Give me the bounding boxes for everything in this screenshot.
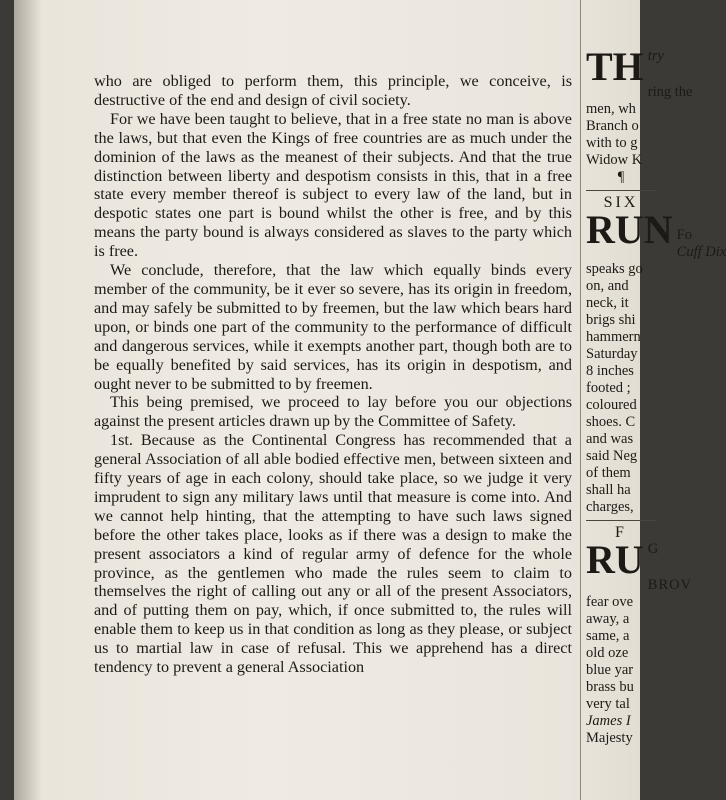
side-heading: F xyxy=(615,524,627,541)
side-line: Fo xyxy=(676,227,692,243)
side-line: of them xyxy=(586,465,631,481)
side-line: neck, it xyxy=(586,295,629,311)
paragraph-3: We conclude, therefore, that the law which equally binds every member of the community, be it ever so severe, has its origin in freedom, and may safely be submitted to by freemen, but the law which bears hard upon, or binds one part of the community to the performance of difficult and dangerous services, while it exempts another part, though both are to be equally benefited by said services, has its origin in despotism, and ought never to be submitted to by freemen. xyxy=(94,261,572,393)
side-line: James I xyxy=(586,713,631,729)
side-line: speaks go xyxy=(586,261,643,277)
side-line: footed ; xyxy=(586,380,631,396)
side-line: very tal xyxy=(586,696,630,712)
side-line: Branch o xyxy=(586,118,639,134)
side-line: G xyxy=(647,541,659,557)
side-divider xyxy=(586,190,656,191)
side-line: charges, xyxy=(586,499,634,515)
side-line: Saturday xyxy=(586,346,638,362)
side-line: shall ha xyxy=(586,482,631,498)
side-line: brass bu xyxy=(586,679,634,695)
article-column xyxy=(94,72,572,677)
side-line: TH xyxy=(586,44,644,89)
side-line: Majesty xyxy=(586,730,633,746)
side-line: blue yar xyxy=(586,662,634,678)
side-line: and was xyxy=(586,431,634,447)
paragraph-4: This being premised, we proceed to lay before you our objections against the present articles drawn up by the Committee of Safety. xyxy=(94,393,572,431)
side-line: coloured xyxy=(586,397,637,413)
side-line: ring the xyxy=(647,84,693,100)
side-line: same, a xyxy=(586,628,630,644)
side-divider xyxy=(586,520,656,521)
side-line: fear ove xyxy=(586,594,634,610)
side-line: away, a xyxy=(586,611,630,627)
newspaper-page xyxy=(14,0,726,800)
column-rule xyxy=(580,0,581,800)
side-line: on, and xyxy=(586,278,629,294)
advertisement-column xyxy=(586,44,726,747)
side-line: Widow K xyxy=(586,152,643,168)
side-line: said Neg xyxy=(586,448,638,464)
side-line: men, wh xyxy=(586,101,636,117)
side-line: RUN xyxy=(586,207,673,252)
side-line: try xyxy=(647,48,664,64)
side-line: old oze xyxy=(586,645,629,661)
side-line: brigs shi xyxy=(586,312,636,328)
side-line: Cuff Dix xyxy=(676,244,726,260)
side-line: ¶ xyxy=(617,169,625,185)
side-line: 8 inches xyxy=(586,363,634,379)
side-line: BROV xyxy=(647,577,693,593)
side-line: RU xyxy=(586,537,644,582)
side-line: with to g xyxy=(586,135,638,151)
side-line: hammern xyxy=(586,329,641,345)
page-fold-shadow xyxy=(14,0,42,800)
paragraph-2: For we have been taught to believe, that in a free state no man is above the laws, but that even the Kings of free countries are as much under the dominion of the laws as the meanest of their subjects. And that the true distinction between liberty and despotism consists in this, that in a free state every member thereof is subject to every law of the land, but in despotic states one part is bound whilst the other is free, and by this means the party bound is always considered as slaves to the party which is free. xyxy=(94,109,572,261)
paragraph-5: 1st. Because as the Continental Congress has recommended that a general Association of all able bodied effective men, between sixteen and fifty years of age in each colony, should take place, so we judge it very imprudent to sign any military laws until that measure is come into. And we cannot help hinting, that the attempting to have such laws signed before the other takes place, looks as if there was a design to make the present associators a kind of regular army of defence for the whole province, as the gentlemen who made the rules seem to claim to themselves the right of calling out any or all of the present Associators, and of putting them on pay, which, if once submitted to, the rules will enable them to keep us in that condition as long as they please, or subject us to martial law in case of refusal. This we apprehend has a direct tendency to prevent a general Association xyxy=(94,431,572,677)
paragraph-1: who are obliged to perform them, this principle, we conceive, is destructive of the end and design of civil society. xyxy=(94,72,572,109)
side-line: shoes. C xyxy=(586,414,636,430)
side-heading: SIX xyxy=(603,194,639,211)
